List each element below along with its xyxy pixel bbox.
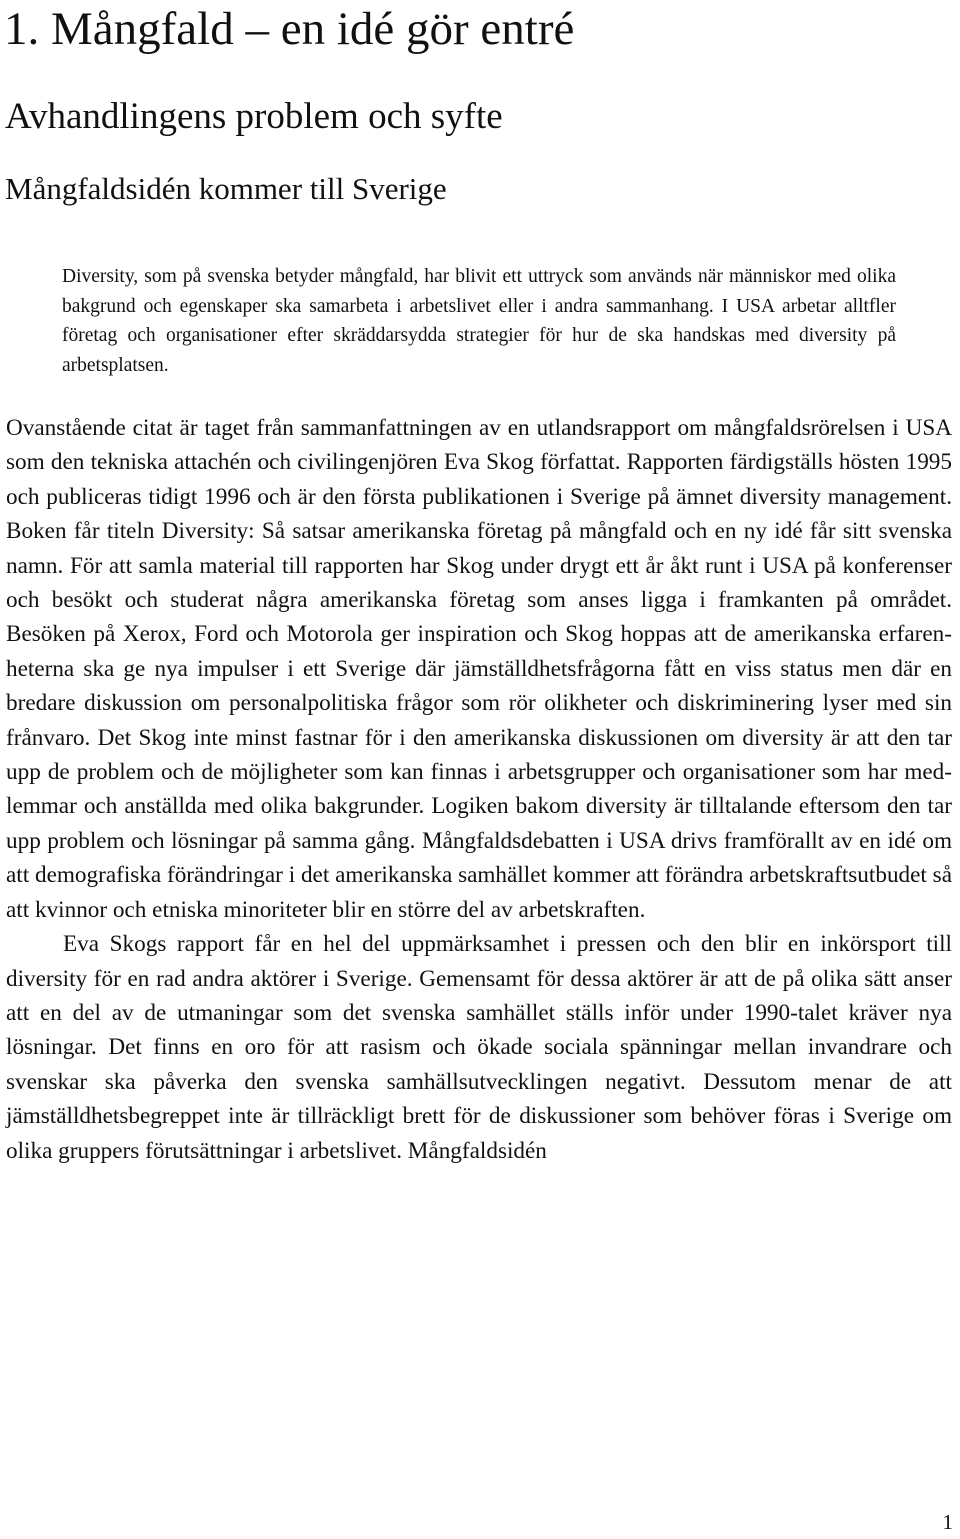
- opening-quote: Diversity, som på svenska betyder mångfald, har blivit ett uttryck som används när människor med olika bakgrund och egenskaper ska samarbeta i arbetslivet eller i andra sammanhang. I USA arbetar alltfler företag och organisationer efter skräddarsydda strategier för hur de ska handskas med diversity på arbetsplatsen.: [62, 266, 896, 376]
- body-text: [6, 411, 952, 1168]
- chapter-title: 1. Mångfald – en idé gör entré: [4, 3, 575, 55]
- section-title: Avhandlingens problem och syfte: [5, 96, 503, 137]
- body-paragraph: Eva Skogs rapport får en hel del uppmärksamhet i pressen och den blir en inkörsport till diversity för en rad andra aktörer i Sverige. Gemensamt för dessa aktörer är att de på olika sätt anser att en del av de utmaningar som det svenska samhället ställs inför under 1990-talet kräver nya lösningar. Det finns en oro för att rasism och ökade sociala spänningar mellan invandrare och svenskar ska påverka den svenska samhällsutvecklingen negativt. Dessutom menar de att jämställdhetsbegreppet inte är tillräckligt brett för de diskussioner som behöver föras i Sverige om olika gruppers förutsättningar i arbetslivet. Mångfaldsidén: [6, 931, 952, 1164]
- page-number: 1: [942, 1510, 953, 1534]
- subsection-title: Mångfaldsidén kommer till Sverige: [5, 171, 447, 206]
- body-paragraph: Ovanstående citat är taget från sammanfattningen av en utlandsrapport om mångfaldsrörelsen i USA som den tekniska attachén och civilingenjören Eva Skog författat. Rapporten färdigställs hösten 1995 och publiceras tidigt 1996 och är den första publikationen i Sverige på ämnet diversity management. Boken får titeln Diversity: Så satsar amerikanska företag på mångfald och en ny idé får sitt svenska namn. För att samla material till rapporten har Skog under drygt ett år åkt runt i USA på konferenser och besökt och studerat några amerikanska företag som anses ligga i framkanten på området. Besöken på Xerox, Ford och Motorola ger inspiration och Skog hoppas att de amerikanska erfarenheterna ska ge nya impulser i ett Sverige där jämställdhetsfrågorna fått en viss status men där en bredare diskussion om personalpolitiska frågor som rör olikheter och diskriminering lyser med sin frånvaro. Det Skog inte minst fastnar för i den amerikanska diskussionen om diversity är att den tar upp de problem och de möjligheter som kan finnas i arbetsgrupper och organisationer som har medlemmar och anställda med olika bakgrunder. Logiken bakom diversity är tilltalande eftersom den tar upp problem och lösningar på samma gång. Mångfaldsdebatten i USA drivs framförallt av en idé om att demografiska förändringar i det amerikanska samhället kommer att förändra arbetskraftsutbudet så att kvinnor och etniska minoriteter blir en större del av arbetskraften.: [6, 415, 952, 923]
